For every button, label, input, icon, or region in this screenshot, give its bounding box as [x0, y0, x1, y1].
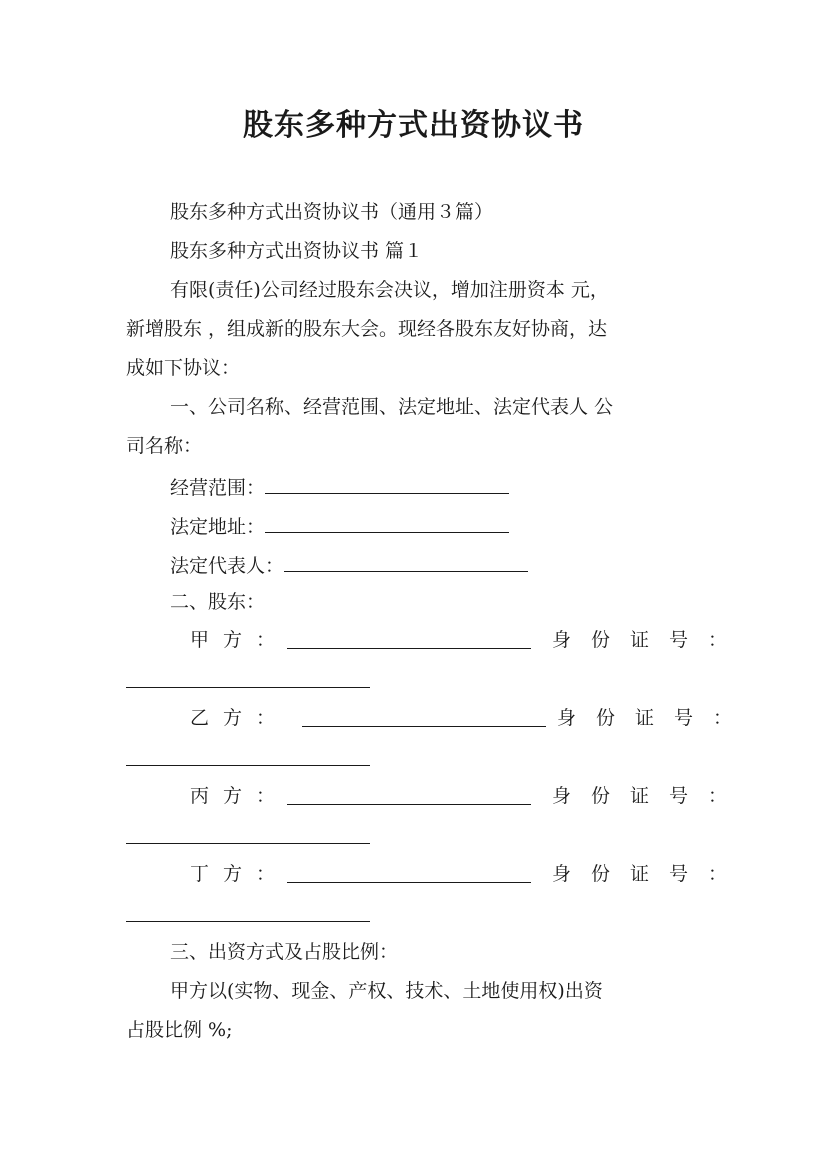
- shareholder-jia-blank: [287, 628, 531, 655]
- scope-label: 经营范围：: [170, 477, 266, 499]
- section-1-line: 一、公司名称、经营范围、法定地址、法定代表人 公: [170, 396, 614, 418]
- address-label: 法定地址：: [170, 516, 266, 538]
- shareholder-yi-blank: [302, 706, 546, 733]
- shareholder-yi-row: [190, 706, 289, 730]
- address-field: [170, 512, 509, 539]
- representative-label: 法定代表人：: [170, 555, 285, 577]
- shareholder-ding-row: [190, 862, 289, 886]
- shareholder-jia-row: [190, 628, 289, 652]
- section-1-line: 司名称：: [126, 435, 203, 457]
- shareholder-bing-label: 丙方：: [190, 785, 290, 807]
- section-3-line: 甲方以(实物、现金、产权、技术、土地使用权)出资: [170, 980, 603, 1002]
- shareholder-ding-label: 丁方：: [190, 863, 290, 885]
- paragraph-line: 成如下协议：: [126, 357, 241, 379]
- address-blank: [265, 512, 509, 533]
- paragraph-line: 有限(责任)公司经过股东会决议，增加注册资本 元，: [170, 279, 609, 301]
- subtitle: 股东多种方式出资协议书（通用３篇）: [170, 201, 494, 223]
- shareholder-jia-label: 甲方：: [190, 629, 290, 651]
- shareholder-yi-id-blank: [126, 745, 370, 772]
- shareholder-jia-id-label: 身份证号：: [552, 629, 748, 651]
- paragraph-line: 新增股东 ，组成新的股东大会。现经各股东友好协商，达: [126, 318, 608, 340]
- shareholder-yi-label: 乙方：: [190, 707, 290, 729]
- representative-blank: [284, 551, 528, 572]
- shareholder-bing-row: [190, 784, 289, 808]
- shareholder-ding-id-blank: [126, 901, 370, 928]
- shareholder-ding-blank: [287, 862, 531, 889]
- shareholder-ding-id-label: 身份证号：: [552, 863, 748, 885]
- section-3-heading: 三、出资方式及占股比例：: [170, 941, 399, 963]
- section-2-heading: 二、股东：: [170, 591, 266, 613]
- shareholder-jia-id-blank: [126, 667, 370, 694]
- part-heading: 股东多种方式出资协议书 篇１: [170, 240, 424, 262]
- document-title: 股东多种方式出资协议书: [243, 108, 584, 143]
- representative-field: [170, 551, 528, 578]
- shareholder-bing-blank: [287, 784, 531, 811]
- shareholder-bing-id-blank: [126, 823, 370, 850]
- section-3-line: 占股比例 %;: [126, 1019, 233, 1041]
- scope-blank: [265, 473, 509, 494]
- shareholder-yi-id-label: 身份证号：: [557, 707, 753, 729]
- shareholder-bing-id-label: 身份证号：: [552, 785, 748, 807]
- scope-field: [170, 473, 509, 500]
